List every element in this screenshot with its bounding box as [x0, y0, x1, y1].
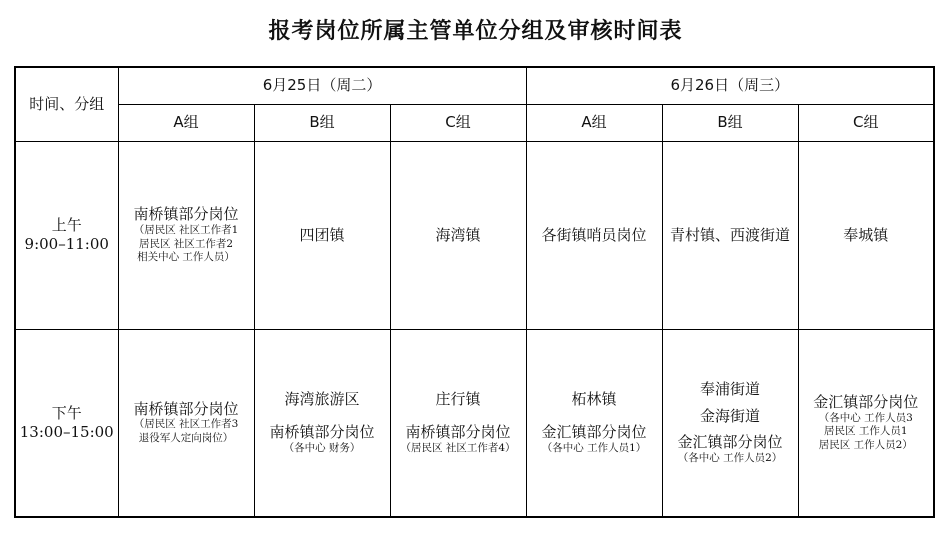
unit-detail: （各中心 财务）	[283, 441, 361, 454]
day-header-0: 6月25日（周二）	[118, 67, 526, 104]
group-header: C组	[390, 104, 526, 141]
schedule-cell	[254, 141, 390, 329]
schedule-cell	[662, 329, 798, 517]
unit-detail: （居民区 社区工作者3	[133, 418, 239, 431]
schedule-cell	[798, 141, 934, 329]
schedule-cell	[526, 141, 662, 329]
schedule-table	[14, 66, 935, 518]
unit-detail: （居民区 社区工作者4）	[400, 441, 516, 454]
page-title: 报考岗位所属主管单位分组及审核时间表	[268, 19, 683, 44]
unit-detail: 居民区 社区工作者2	[138, 237, 234, 250]
unit-name: 南桥镇部分岗位	[269, 422, 375, 441]
schedule-cell	[254, 329, 390, 517]
unit-detail: （各中心 工作人员2）	[677, 452, 783, 465]
unit-name: 奉浦街道	[700, 379, 761, 398]
time-cell-pm	[15, 329, 118, 517]
unit-detail: 居民区 工作人员1	[824, 425, 908, 438]
group-header: B组	[254, 104, 390, 141]
schedule-cell	[526, 329, 662, 517]
unit-name: 金海街道	[700, 406, 761, 425]
unit-name: 南桥镇部分岗位	[133, 399, 239, 418]
unit-detail: （各中心 工作人员3	[818, 411, 913, 424]
unit-name: 青村镇、西渡街道	[670, 225, 791, 244]
day-header-1: 6月26日（周三）	[526, 67, 934, 104]
time-range: 13:00–15:00	[19, 422, 114, 441]
period-label: 下午	[51, 404, 82, 422]
unit-name: 金汇镇部分岗位	[541, 422, 647, 441]
schedule-cell	[118, 141, 254, 329]
unit-detail: 居民区 工作人员2）	[818, 438, 913, 451]
schedule-cell	[390, 141, 526, 329]
corner-header: 时间、分组	[15, 67, 118, 141]
schedule-cell	[662, 141, 798, 329]
group-header: B组	[662, 104, 798, 141]
unit-name: 奉城镇	[843, 225, 889, 244]
schedule-cell	[118, 329, 254, 517]
group-header: C组	[798, 104, 934, 141]
unit-name: 海湾旅游区	[284, 390, 360, 409]
table-row	[15, 329, 934, 517]
schedule-cell	[798, 329, 934, 517]
unit-detail: 退役军人定向岗位）	[138, 432, 234, 445]
unit-name: 海湾镇	[435, 225, 481, 244]
unit-name: 柘林镇	[571, 390, 617, 409]
time-range: 9:00–11:00	[24, 235, 109, 253]
unit-name: 南桥镇部分岗位	[405, 422, 511, 441]
table-row	[15, 141, 934, 329]
unit-name: 南桥镇部分岗位	[133, 205, 239, 224]
unit-name: 金汇镇部分岗位	[813, 392, 919, 411]
time-cell-am	[15, 141, 118, 329]
unit-name: 四团镇	[299, 225, 345, 244]
schedule-cell	[390, 329, 526, 517]
unit-name: 庄行镇	[435, 390, 481, 409]
unit-detail: （各中心 工作人员1）	[541, 441, 647, 454]
period-label: 上午	[51, 216, 82, 235]
unit-detail: 相关中心 工作人员）	[137, 251, 235, 264]
unit-name: 各街镇哨员岗位	[541, 225, 647, 244]
unit-detail: （居民区 社区工作者1	[133, 223, 239, 236]
unit-name: 金汇镇部分岗位	[677, 433, 783, 452]
group-header: A组	[118, 104, 254, 141]
group-header: A组	[526, 104, 662, 141]
